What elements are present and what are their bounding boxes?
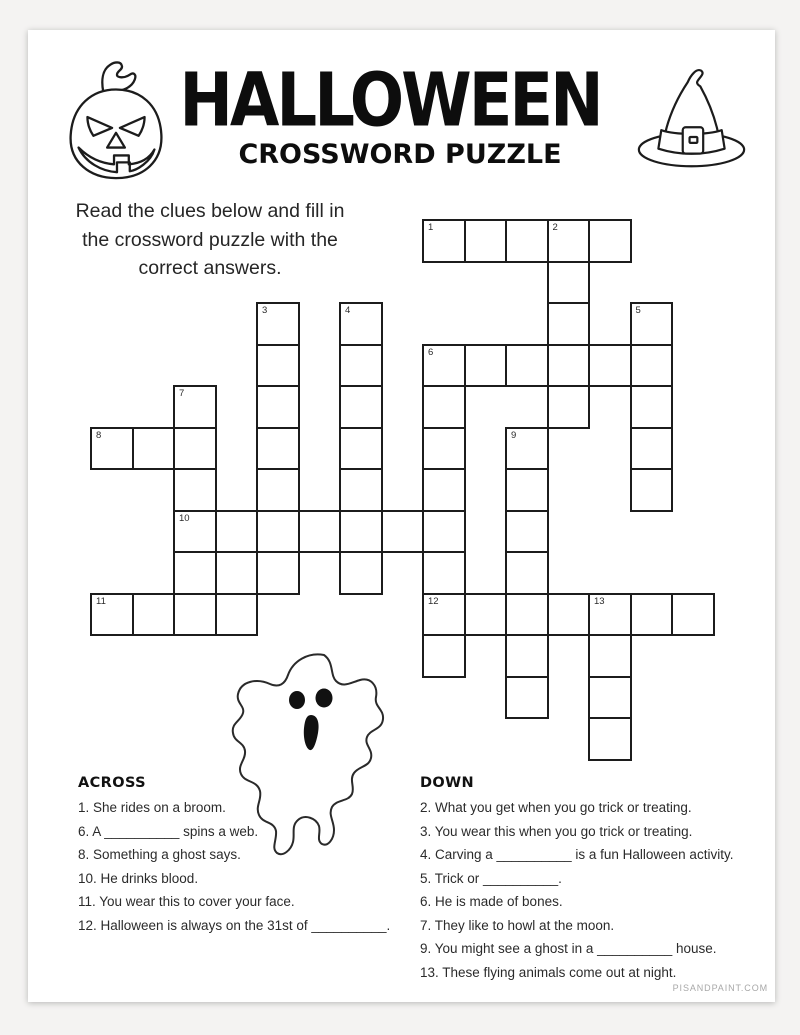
across-header: ACROSS [78,775,146,791]
grid-cell[interactable] [588,344,632,388]
clue-item: 6. A __________ spins a web. [78,823,259,839]
grid-cell[interactable] [173,427,217,471]
grid-cell[interactable] [505,510,549,554]
clue-item: 7. They like to howl at the moon. [420,917,615,933]
grid-cell[interactable] [505,219,549,263]
grid-cell[interactable] [588,676,632,720]
across-clues [78,775,418,942]
grid-cell[interactable] [339,302,383,346]
grid-cell[interactable] [630,593,674,637]
grid-cell[interactable] [422,344,466,388]
grid-cell[interactable] [422,551,466,595]
grid-cell[interactable] [256,302,300,346]
grid-cell[interactable] [547,385,591,429]
grid-cell[interactable] [339,510,383,554]
grid-cell[interactable] [547,219,591,263]
grid-cell[interactable] [547,344,591,388]
grid-cell[interactable] [256,344,300,388]
crossword-grid [90,219,715,761]
clue-item: 1. She rides on a broom. [78,800,226,815]
grid-cell[interactable] [588,634,632,678]
grid-cell[interactable] [464,219,508,263]
grid-cell[interactable] [422,385,466,429]
grid-cell[interactable] [256,551,300,595]
cell-number: 8 [96,429,102,441]
grid-cell[interactable] [256,385,300,429]
down-header: DOWN [420,775,475,791]
grid-cell[interactable] [256,427,300,471]
page-title: HALLOWEEN [179,58,601,145]
clue-item: 3. You wear this when you go trick or treating. [420,823,693,839]
instructions-line: correct answers. [138,257,282,279]
clue-item: 10. He drinks blood. [78,870,199,886]
grid-cell[interactable] [505,344,549,388]
grid-cell[interactable] [339,344,383,388]
cell-number: 4 [345,305,351,316]
grid-cell[interactable] [630,427,674,471]
grid-cell[interactable] [505,427,549,471]
grid-cell[interactable] [588,593,632,637]
grid-cell[interactable] [505,593,549,637]
grid-cell[interactable] [173,510,217,554]
grid-cell[interactable] [630,344,674,388]
clue-item: 12. Halloween is always on the 31st of __________. [78,917,391,933]
page-subtitle: CROSSWORD PUZZLE [238,139,562,170]
down-clues [420,775,760,989]
clue-item: 4. Carving a __________ is a fun Halloween activity. [420,847,734,862]
cell-number: 3 [262,305,268,316]
grid-cell[interactable] [547,302,591,346]
cell-number: 10 [179,512,190,524]
grid-cell[interactable] [588,717,632,761]
grid-cell[interactable] [256,468,300,512]
grid-cell[interactable] [505,551,549,595]
grid-cell[interactable] [630,468,674,512]
clue-item: 13. These flying animals come out at night. [420,964,677,980]
grid-cell[interactable] [132,593,176,637]
clue-item: 8. Something a ghost says. [78,847,241,862]
grid-cell[interactable] [173,551,217,595]
clue-item: 2. What you get when you go trick or treating. [420,800,692,815]
grid-cell[interactable] [630,385,674,429]
grid-cell[interactable] [90,427,134,471]
grid-cell[interactable] [505,676,549,720]
grid-cell[interactable] [422,219,466,263]
cell-number: 5 [635,305,641,316]
grid-cell[interactable] [381,510,425,554]
clue-item: 9. You might see a ghost in a __________ house. [420,941,717,956]
grid-cell[interactable] [547,593,591,637]
grid-cell[interactable] [464,344,508,388]
grid-cell[interactable] [298,510,342,554]
clue-item: 5. Trick or __________. [420,870,562,886]
cell-number: 13 [594,595,605,607]
grid-cell[interactable] [422,634,466,678]
clue-item: 11. You wear this to cover your face. [78,894,295,909]
grid-cell[interactable] [173,468,217,512]
instructions-line: Read the clues below and fill in [75,200,345,222]
site-credit: PISANDPAINT.COM [672,983,768,993]
grid-cell[interactable] [422,427,466,471]
grid-cell[interactable] [132,427,176,471]
grid-cell[interactable] [671,593,715,637]
grid-cell[interactable] [215,510,259,554]
grid-cell[interactable] [422,593,466,637]
clue-item: 6. He is made of bones. [420,894,563,909]
grid-cell[interactable] [173,385,217,429]
grid-cell[interactable] [339,468,383,512]
cell-number: 6 [428,346,434,358]
grid-cell[interactable] [505,468,549,512]
grid-cell[interactable] [464,593,508,637]
cell-number: 11 [96,595,106,607]
cell-number: 7 [179,388,185,399]
grid-cell[interactable] [547,261,591,305]
cell-number: 2 [552,222,558,233]
grid-cell[interactable] [588,219,632,263]
grid-cell[interactable] [339,427,383,471]
grid-cell[interactable] [630,302,674,346]
instructions-line: the crossword puzzle with the [82,228,338,251]
grid-cell[interactable] [90,593,134,637]
grid-cell[interactable] [422,468,466,512]
cell-number: 12 [428,595,439,607]
grid-cell[interactable] [173,593,217,637]
grid-cell[interactable] [422,510,466,554]
grid-cell[interactable] [339,551,383,595]
cell-number: 9 [511,429,517,441]
grid-cell[interactable] [215,593,259,637]
across-list [78,801,418,933]
grid-cell[interactable] [505,634,549,678]
cell-number: 1 [428,222,434,233]
grid-cell[interactable] [256,510,300,554]
grid-cell[interactable] [339,385,383,429]
down-list [420,801,760,980]
